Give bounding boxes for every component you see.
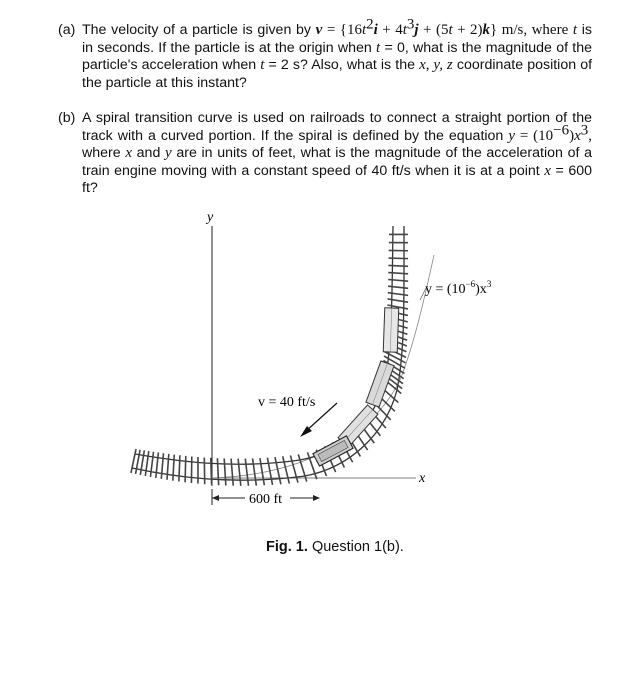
track-tie bbox=[161, 453, 163, 479]
railroad-track bbox=[131, 226, 408, 486]
eq-frag: x bbox=[574, 127, 581, 144]
track-tie bbox=[150, 452, 153, 477]
part-b-text-6: 600 ft? bbox=[82, 162, 592, 197]
track-tie bbox=[156, 453, 159, 478]
figure-caption bbox=[266, 539, 404, 555]
eq-frag: t bbox=[448, 22, 453, 38]
part-a-text-5: coordinate position of the particle at this instant? bbox=[82, 57, 593, 91]
eq-frag: } m/s, where bbox=[490, 22, 569, 38]
x-axis-label: x bbox=[419, 471, 426, 486]
x-symbol: x bbox=[544, 162, 551, 179]
track-tie bbox=[388, 286, 408, 288]
part-b-text-3: and bbox=[136, 145, 161, 162]
y-axis-label: y bbox=[207, 210, 214, 225]
t-symbol: t bbox=[260, 57, 265, 74]
t-symbol: t bbox=[376, 39, 381, 56]
track-tie bbox=[140, 450, 144, 475]
track-tie bbox=[388, 293, 408, 296]
velocity-symbol: v bbox=[315, 22, 323, 38]
eq-frag: + 2) bbox=[452, 22, 483, 38]
dim-arrow-left bbox=[212, 495, 219, 501]
xyz-symbols: x, y, z bbox=[419, 57, 453, 74]
eq-frag: k bbox=[482, 22, 491, 38]
part-a-text-2: is in seconds. If the particle is at the origin when bbox=[82, 22, 593, 56]
eq-frag: 3 bbox=[406, 16, 415, 33]
track-tie bbox=[224, 458, 226, 485]
train bbox=[313, 308, 399, 466]
track-tie bbox=[167, 454, 169, 480]
part-a-text-1: The velocity of a particle is given by bbox=[82, 22, 311, 38]
track-tie bbox=[260, 458, 264, 485]
eq-frag: y bbox=[508, 127, 516, 144]
part-b-text-4: are in units of feet, what is the magnitude of the acceleration of a train engine moving with a constant speed of 40 ft/s when it is at a point bbox=[82, 145, 592, 179]
part-b-text-2: where bbox=[82, 145, 121, 162]
dim-arrow-right bbox=[313, 495, 320, 501]
train-engine bbox=[313, 436, 353, 466]
eq-frag: −6 bbox=[553, 121, 570, 138]
eq-part: )x bbox=[475, 282, 487, 297]
t-symbol: t bbox=[572, 22, 578, 38]
dimension-label: 600 ft bbox=[249, 492, 283, 507]
track-tie bbox=[388, 279, 408, 281]
eq-frag: 2 bbox=[366, 16, 374, 33]
eq-frag: , bbox=[588, 127, 592, 144]
track-tie bbox=[253, 458, 257, 485]
y-symbol: y bbox=[165, 145, 172, 162]
eq-frag: j bbox=[414, 22, 419, 38]
x-symbol: x bbox=[125, 145, 132, 162]
part-a-text-4: = 2 s? Also, what is the bbox=[268, 57, 415, 74]
eq-part: 3 bbox=[486, 279, 492, 289]
track-tie bbox=[211, 458, 212, 485]
track-tie bbox=[388, 273, 408, 274]
track-tie bbox=[388, 299, 408, 302]
eq-part: −6 bbox=[465, 279, 476, 289]
eq-frag: t bbox=[402, 22, 407, 38]
track-tie bbox=[238, 459, 241, 486]
part-b-text-1: A spiral transition curve is used on railroads to connect a straight portion of the track with a curved portion. If the spiral is defined by the equation bbox=[82, 110, 592, 144]
eq-frag: ) bbox=[569, 127, 575, 144]
eq-frag: = (10 bbox=[515, 127, 554, 144]
track-tie bbox=[173, 455, 174, 481]
track-tie bbox=[245, 459, 248, 486]
track-tie bbox=[179, 455, 180, 481]
eq-part: y = (10 bbox=[425, 282, 466, 297]
track-tie bbox=[283, 456, 290, 483]
eq-frag: + (5 bbox=[418, 22, 449, 38]
part-b-text-5: = bbox=[555, 162, 564, 179]
eq-frag: = {16 bbox=[322, 22, 362, 38]
part-a-label: (a) bbox=[58, 22, 76, 38]
track-ties bbox=[131, 234, 408, 485]
track-tie bbox=[145, 451, 149, 476]
track-tie bbox=[217, 458, 218, 485]
track-tie bbox=[275, 457, 281, 484]
part-a-text-3: = 0, what is the magnitude of the particle's acceleration when bbox=[82, 39, 592, 74]
train-car-1 bbox=[383, 308, 399, 352]
eq-frag: t bbox=[361, 22, 367, 38]
track-tie bbox=[290, 455, 298, 482]
eq-frag: i bbox=[373, 22, 378, 38]
track-tie bbox=[136, 450, 141, 474]
eq-frag: 3 bbox=[580, 121, 589, 138]
caption-text: Question 1(b). bbox=[311, 539, 404, 555]
track-tie bbox=[231, 459, 233, 486]
caption-prefix: Fig. 1. bbox=[266, 539, 308, 555]
track-tie bbox=[389, 258, 408, 259]
part-b-label: (b) bbox=[58, 110, 76, 126]
velocity-label: v = 40 ft/s bbox=[258, 395, 316, 410]
track-tie bbox=[388, 265, 408, 266]
track-tie bbox=[185, 456, 186, 482]
eq-frag: + 4 bbox=[377, 22, 403, 38]
curve-equation bbox=[425, 279, 492, 297]
